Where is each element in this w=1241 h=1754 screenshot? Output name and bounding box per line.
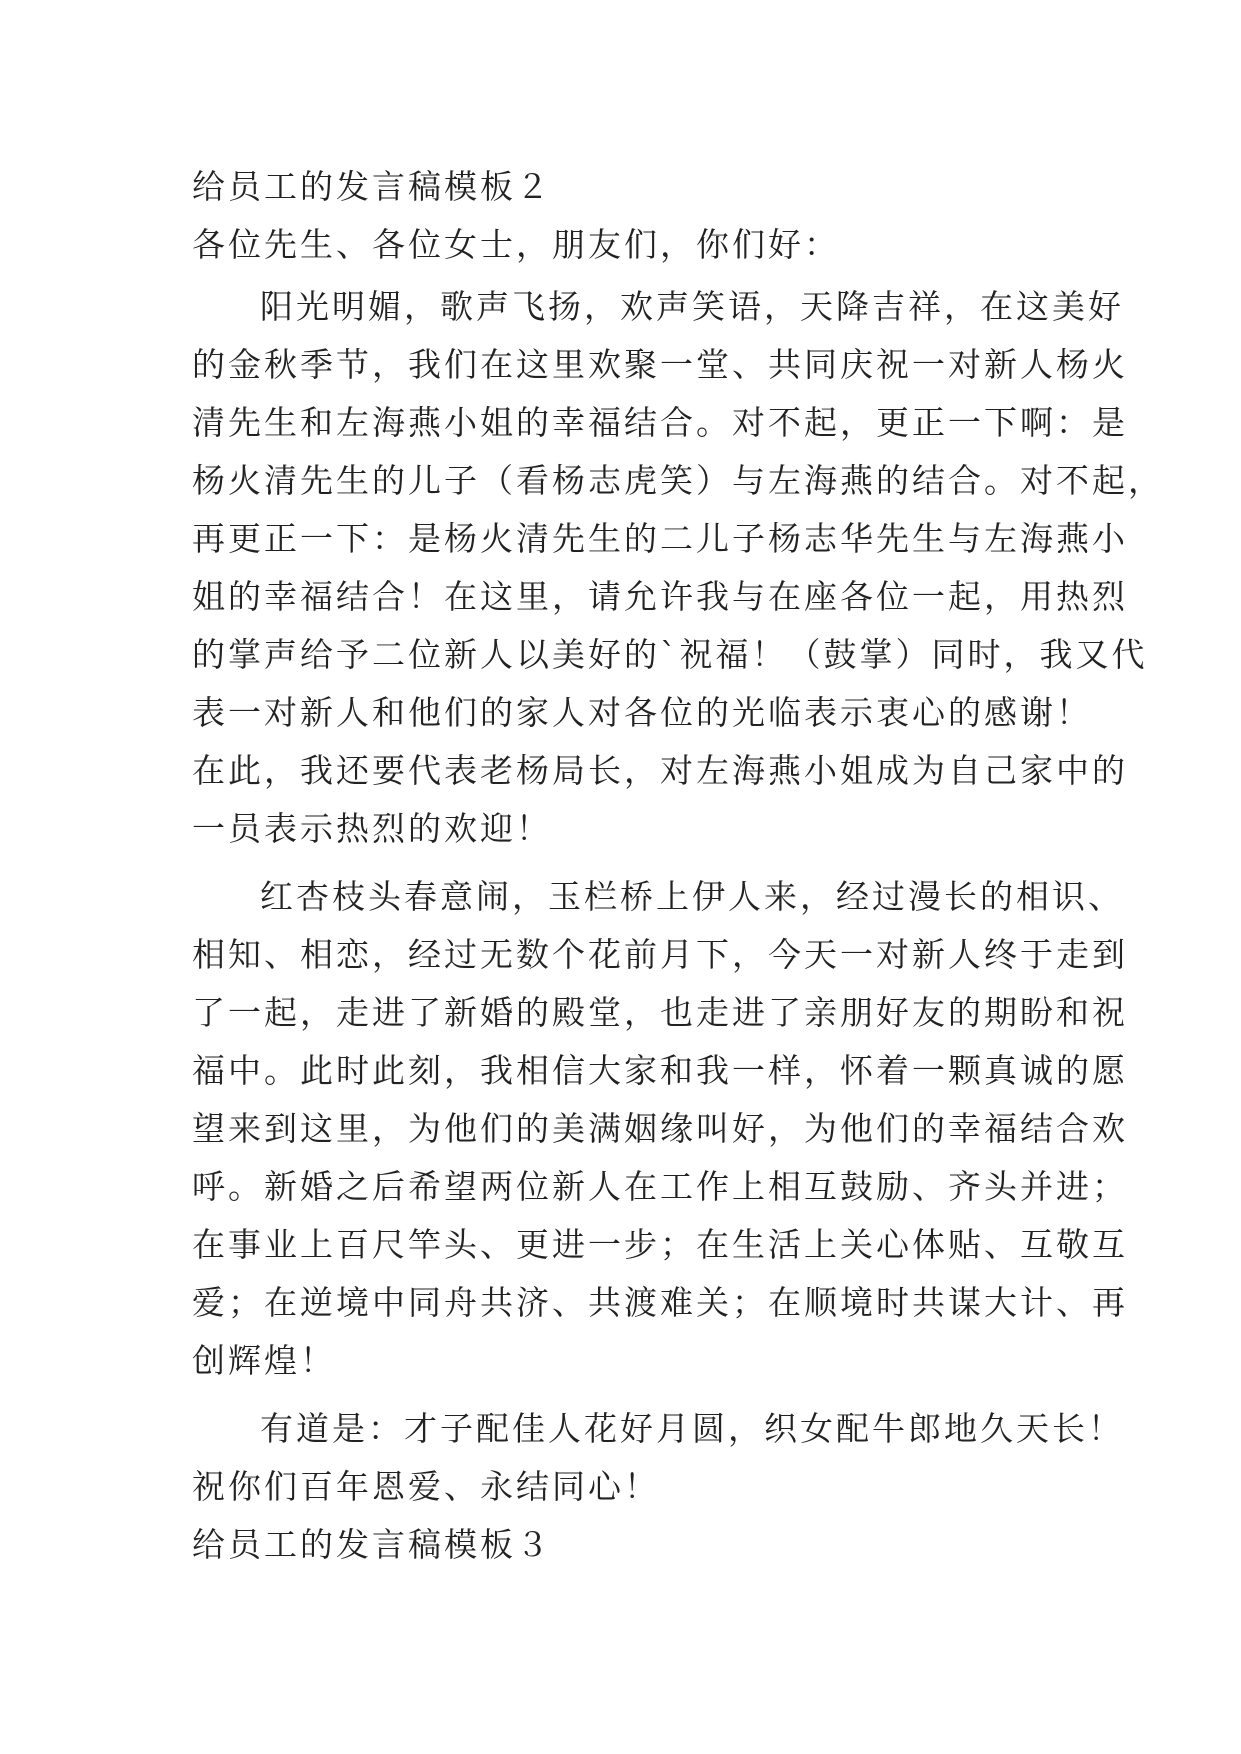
paragraph-line: 表一对新人和他们的家人对各位的光临表示衷心的感谢！ xyxy=(192,693,1092,732)
paragraph-line: 再更正一下：是杨火清先生的二儿子杨志华先生与左海燕小 xyxy=(192,519,1128,558)
paragraph-line: 在此，我还要代表老杨局长，对左海燕小姐成为自己家中的 xyxy=(192,751,1128,790)
section-heading: 给员工的发言稿模板３ xyxy=(192,1525,552,1564)
paragraph-line: 有道是：才子配佳人花好月圆，织女配牛郎地久天长！ xyxy=(260,1409,1124,1448)
paragraph-line: 的掌声给予二位新人以美好的`祝福！（鼓掌）同时，我又代 xyxy=(192,635,1148,674)
paragraph-line: 的金秋季节，我们在这里欢聚一堂、共同庆祝一对新人杨火 xyxy=(192,345,1128,384)
paragraph-line: 了一起，走进了新婚的殿堂，也走进了亲朋好友的期盼和祝 xyxy=(192,993,1128,1032)
paragraph-1 xyxy=(192,278,1164,858)
paragraph-line: 清先生和左海燕小姐的幸福结合。对不起，更正一下啊：是 xyxy=(192,403,1128,442)
greeting-line: 各位先生、各位女士，朋友们，你们好： xyxy=(192,225,840,264)
paragraph-line: 爱；在逆境中同舟共济、共渡难关；在顺境时共谋大计、再 xyxy=(192,1283,1128,1322)
paragraph-line: 阳光明媚，歌声飞扬，欢声笑语，天降吉祥，在这美好 xyxy=(260,287,1124,326)
paragraph-line: 在事业上百尺竿头、更进一步；在生活上关心体贴、互敬互 xyxy=(192,1225,1128,1264)
paragraph-line: 祝你们百年恩爱、永结同心！ xyxy=(192,1467,660,1506)
paragraph-line: 望来到这里，为他们的美满姻缘叫好，为他们的幸福结合欢 xyxy=(192,1109,1128,1148)
paragraph-line: 创辉煌！ xyxy=(192,1341,336,1380)
document-body xyxy=(192,158,1164,1574)
paragraph-line: 红杏枝头春意闹，玉栏桥上伊人来，经过漫长的相识、 xyxy=(260,877,1124,916)
section-heading: 给员工的发言稿模板２ xyxy=(192,167,552,206)
paragraph-line: 呼。新婚之后希望两位新人在工作上相互鼓励、齐头并进； xyxy=(192,1167,1128,1206)
paragraph-3 xyxy=(192,1400,1124,1516)
paragraph-line: 相知、相恋，经过无数个花前月下，今天一对新人终于走到 xyxy=(192,935,1128,974)
paragraph-2 xyxy=(192,868,1128,1390)
paragraph-line: 姐的幸福结合！在这里，请允许我与在座各位一起，用热烈 xyxy=(192,577,1128,616)
paragraph-line: 一员表示热烈的欢迎！ xyxy=(192,809,552,848)
paragraph-line: 杨火清先生的儿子（看杨志虎笑）与左海燕的结合。对不起， xyxy=(192,461,1164,500)
paragraph-line: 福中。此时此刻，我相信大家和我一样，怀着一颗真诚的愿 xyxy=(192,1051,1128,1090)
